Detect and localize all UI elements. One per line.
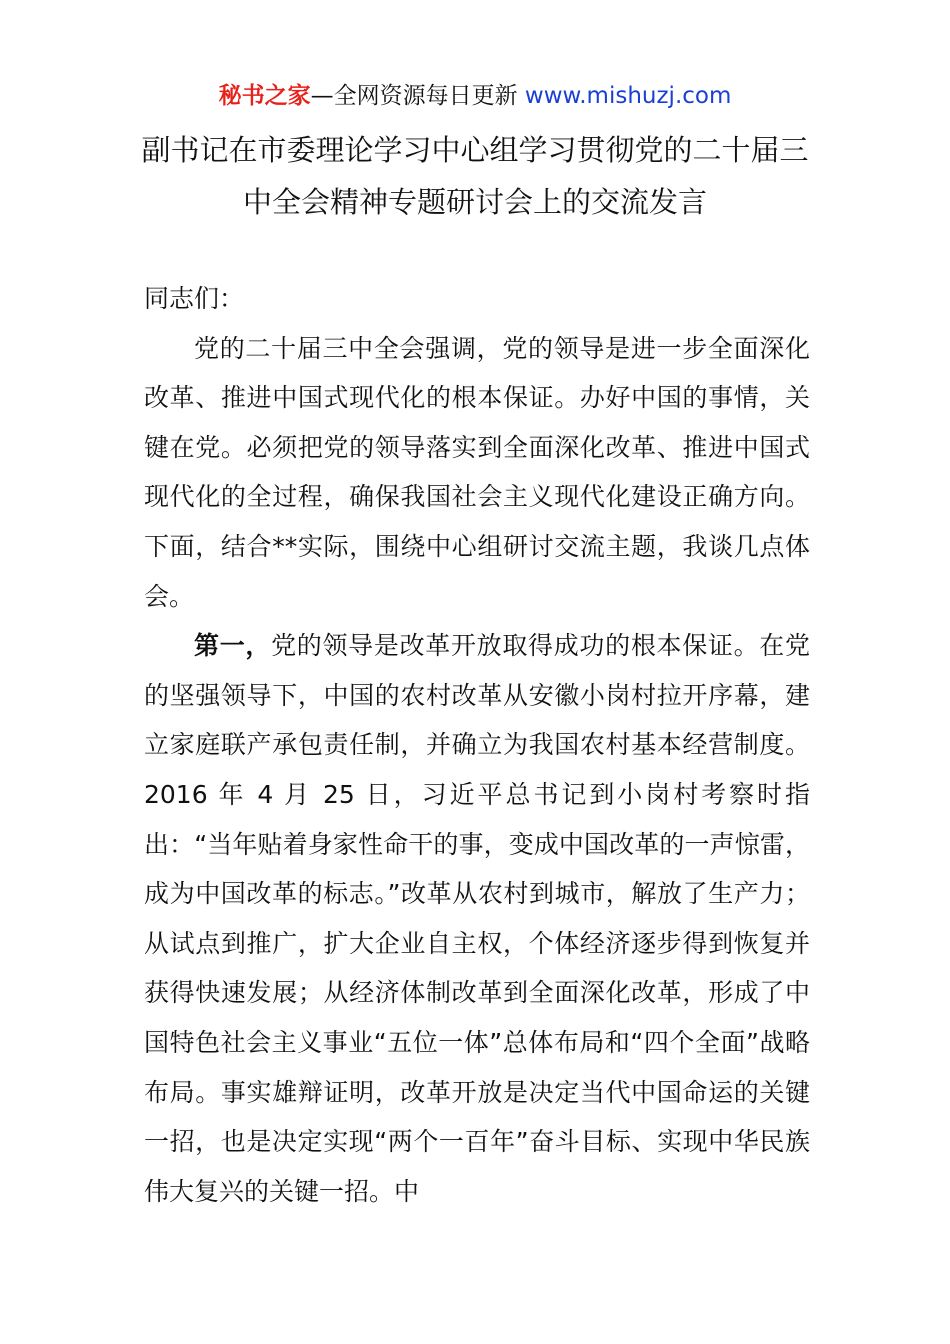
site-tagline: —全网资源每日更新 [310,83,525,109]
paragraph-text: 党的领导是改革开放取得成功的根本保证。在党的坚强领导下，中国的农村改革从安徽小岗村拉开序幕，建立家庭联产承包责任制，并确立为我国农村基本经营制度。2016 年 4 月 25 日，习近平总书记到小岗村考察时指出：“当年贴着身家性命干的事，变成中国改革的一声惊雷，成为中国改革的标志。”改革从农村到城市，解放了生产力；从试点到推广，扩大企业自主权，个体经济逐步得到恢复并获得快速发展；从经济体制改革到全面深化改革，形成了中国特色社会主义事业“五位一体”总体布局和“四个全面”战略布局。事实雄辩证明，改革开放是决定当代中国命运的关键一招，也是决定实现“两个一百年”奋斗目标、实现中华民族伟大复兴的关键一招。中 [144,631,810,1206]
salutation: 同志们： [144,284,245,313]
site-url[interactable]: www.mishuzj.com [524,83,732,109]
document-title: 副书记在市委理论学习中心组学习贯彻党的二十届三中全会精神专题研讨会上的交流发言 [141,133,809,219]
paragraph-lead: 第一， [194,631,272,661]
site-header [0,78,950,114]
paragraph-text: 党的二十届三中全会强调，党的领导是进一步全面深化改革、推进中国式现代化的根本保证。办好中国的事情，关键在党。必须把党的领导落实到全面深化改革、推进中国式现代化的全过程，确保我国社会主义现代化建设正确方向。下面，结合**实际，围绕中心组研讨交流主题，我谈几点体会。 [144,333,810,611]
paragraph-intro [144,324,810,622]
site-brand: 秘书之家 [218,83,311,109]
paragraph-first-point [144,621,810,1216]
document-body [144,274,810,1216]
